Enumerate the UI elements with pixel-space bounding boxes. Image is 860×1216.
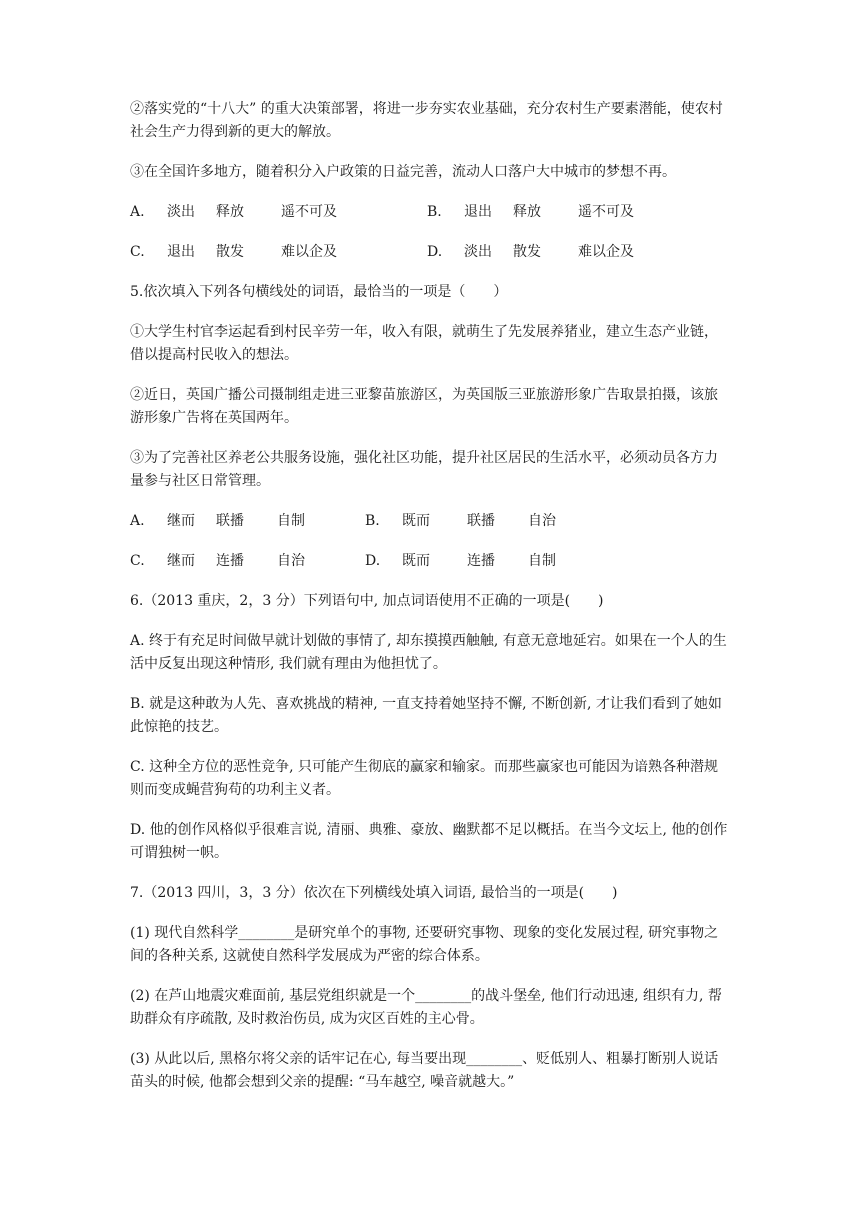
q7-item-3: (3) 从此以后, 黑格尔将父亲的话牢记在心, 每当要出现________、贬低别人、粗暴打断别人说话苗头的时候, 他都会想到父亲的提醒: “马车越空, 噪音就越大。” <box>130 1051 719 1090</box>
q4-option-d: D. 淡出 散发 难以企及 <box>427 244 634 260</box>
q4-option-b: B. 退出 释放 遥不可及 <box>427 204 634 220</box>
q6-option-c: C. 这种全方位的恶性竞争, 只可能产生彻底的赢家和输家。而那些赢家也可能因为谙熟各种潜规则而变成蝇营狗苟的功利主义者。 <box>130 759 719 798</box>
q6-option-b: B. 就是这种敢为人先、喜欢挑战的精神, 一直支持着她坚持不懈, 不断创新, 才让我们看到了她如此惊艳的技艺。 <box>130 696 722 735</box>
q5-item-2: ②近日，英国广播公司摄制组走进三亚黎苗旅游区，为英国版三亚旅游形象广告取景拍摄，该旅游形象广告将在英国两年。 <box>130 387 718 426</box>
q5-stem: 5.依次填入下列各句横线处的词语，最恰当的一项是（ ） <box>130 284 508 300</box>
q5-option-c: C. 继而 连播 自治 <box>130 553 305 569</box>
q4-option-a: A. 淡出 释放 遥不可及 <box>130 204 337 220</box>
q5-option-d: D. 既而 连播 自制 <box>365 553 556 569</box>
q4-option-c: C. 退出 散发 难以企及 <box>130 244 337 260</box>
q5-options-row-2 <box>130 550 730 573</box>
q7-item-1: (1) 现代自然科学________是研究单个的事物, 还要研究事物、现象的变化发展过程, 研究事物之间的各种关系, 这就使自然科学发展成为严密的综合体系。 <box>130 925 719 964</box>
q5-options-row-1 <box>130 510 730 533</box>
q5-option-a: A. 继而 联播 自制 <box>130 513 305 529</box>
q6-option-d: D. 他的创作风格似乎很难言说, 清丽、典雅、豪放、幽默都不足以概括。在当今文坛上, 他的创作可谓独树一帜。 <box>130 822 728 861</box>
q4-options-row-2 <box>130 241 730 264</box>
q5-item-3: ③为了完善社区养老公共服务设施，强化社区功能，提升社区居民的生活水平，必须动员各方力量参与社区日常管理。 <box>130 450 718 489</box>
q7-stem: 7.（2013 四川，3，3 分）依次在下列横线处填入词语, 最恰当的一项是( ) <box>130 885 618 901</box>
q5-item-1: ①大学生村官李运起看到村民辛劳一年，收入有限，就萌生了先发展养猪业，建立生态产业链，借以提高村民收入的想法。 <box>130 324 718 363</box>
q4-item-2: ②落实党的“十八大” 的重大决策部署，将进一步夯实农业基础，充分农村生产要素潜能，使农村社会生产力得到新的更大的解放。 <box>130 101 723 140</box>
q7-item-2: (2) 在芦山地震灾难面前, 基层党组织就是一个________的战斗堡垒, 他们行动迅速, 组织有力, 帮助群众有序疏散, 及时救治伤员, 成为灾区百姓的主心骨。 <box>130 988 722 1027</box>
q4-options-row-1 <box>130 201 730 224</box>
q6-option-a: A. 终于有充足时间做早就计划做的事情了, 却东摸摸西触触, 有意无意地延宕。如果在一个人的生活中反复出现这种情形, 我们就有理由为他担忧了。 <box>130 633 727 672</box>
q6-stem: 6.（2013 重庆，2，3 分）下列语句中, 加点词语使用不正确的一项是( ) <box>130 593 604 609</box>
q5-option-b: B. 既而 联播 自治 <box>365 513 556 529</box>
q4-item-3: ③在全国许多地方，随着积分入户政策的日益完善，流动人口落户大中城市的梦想不再。 <box>130 164 676 180</box>
document-page <box>130 98 730 1111</box>
